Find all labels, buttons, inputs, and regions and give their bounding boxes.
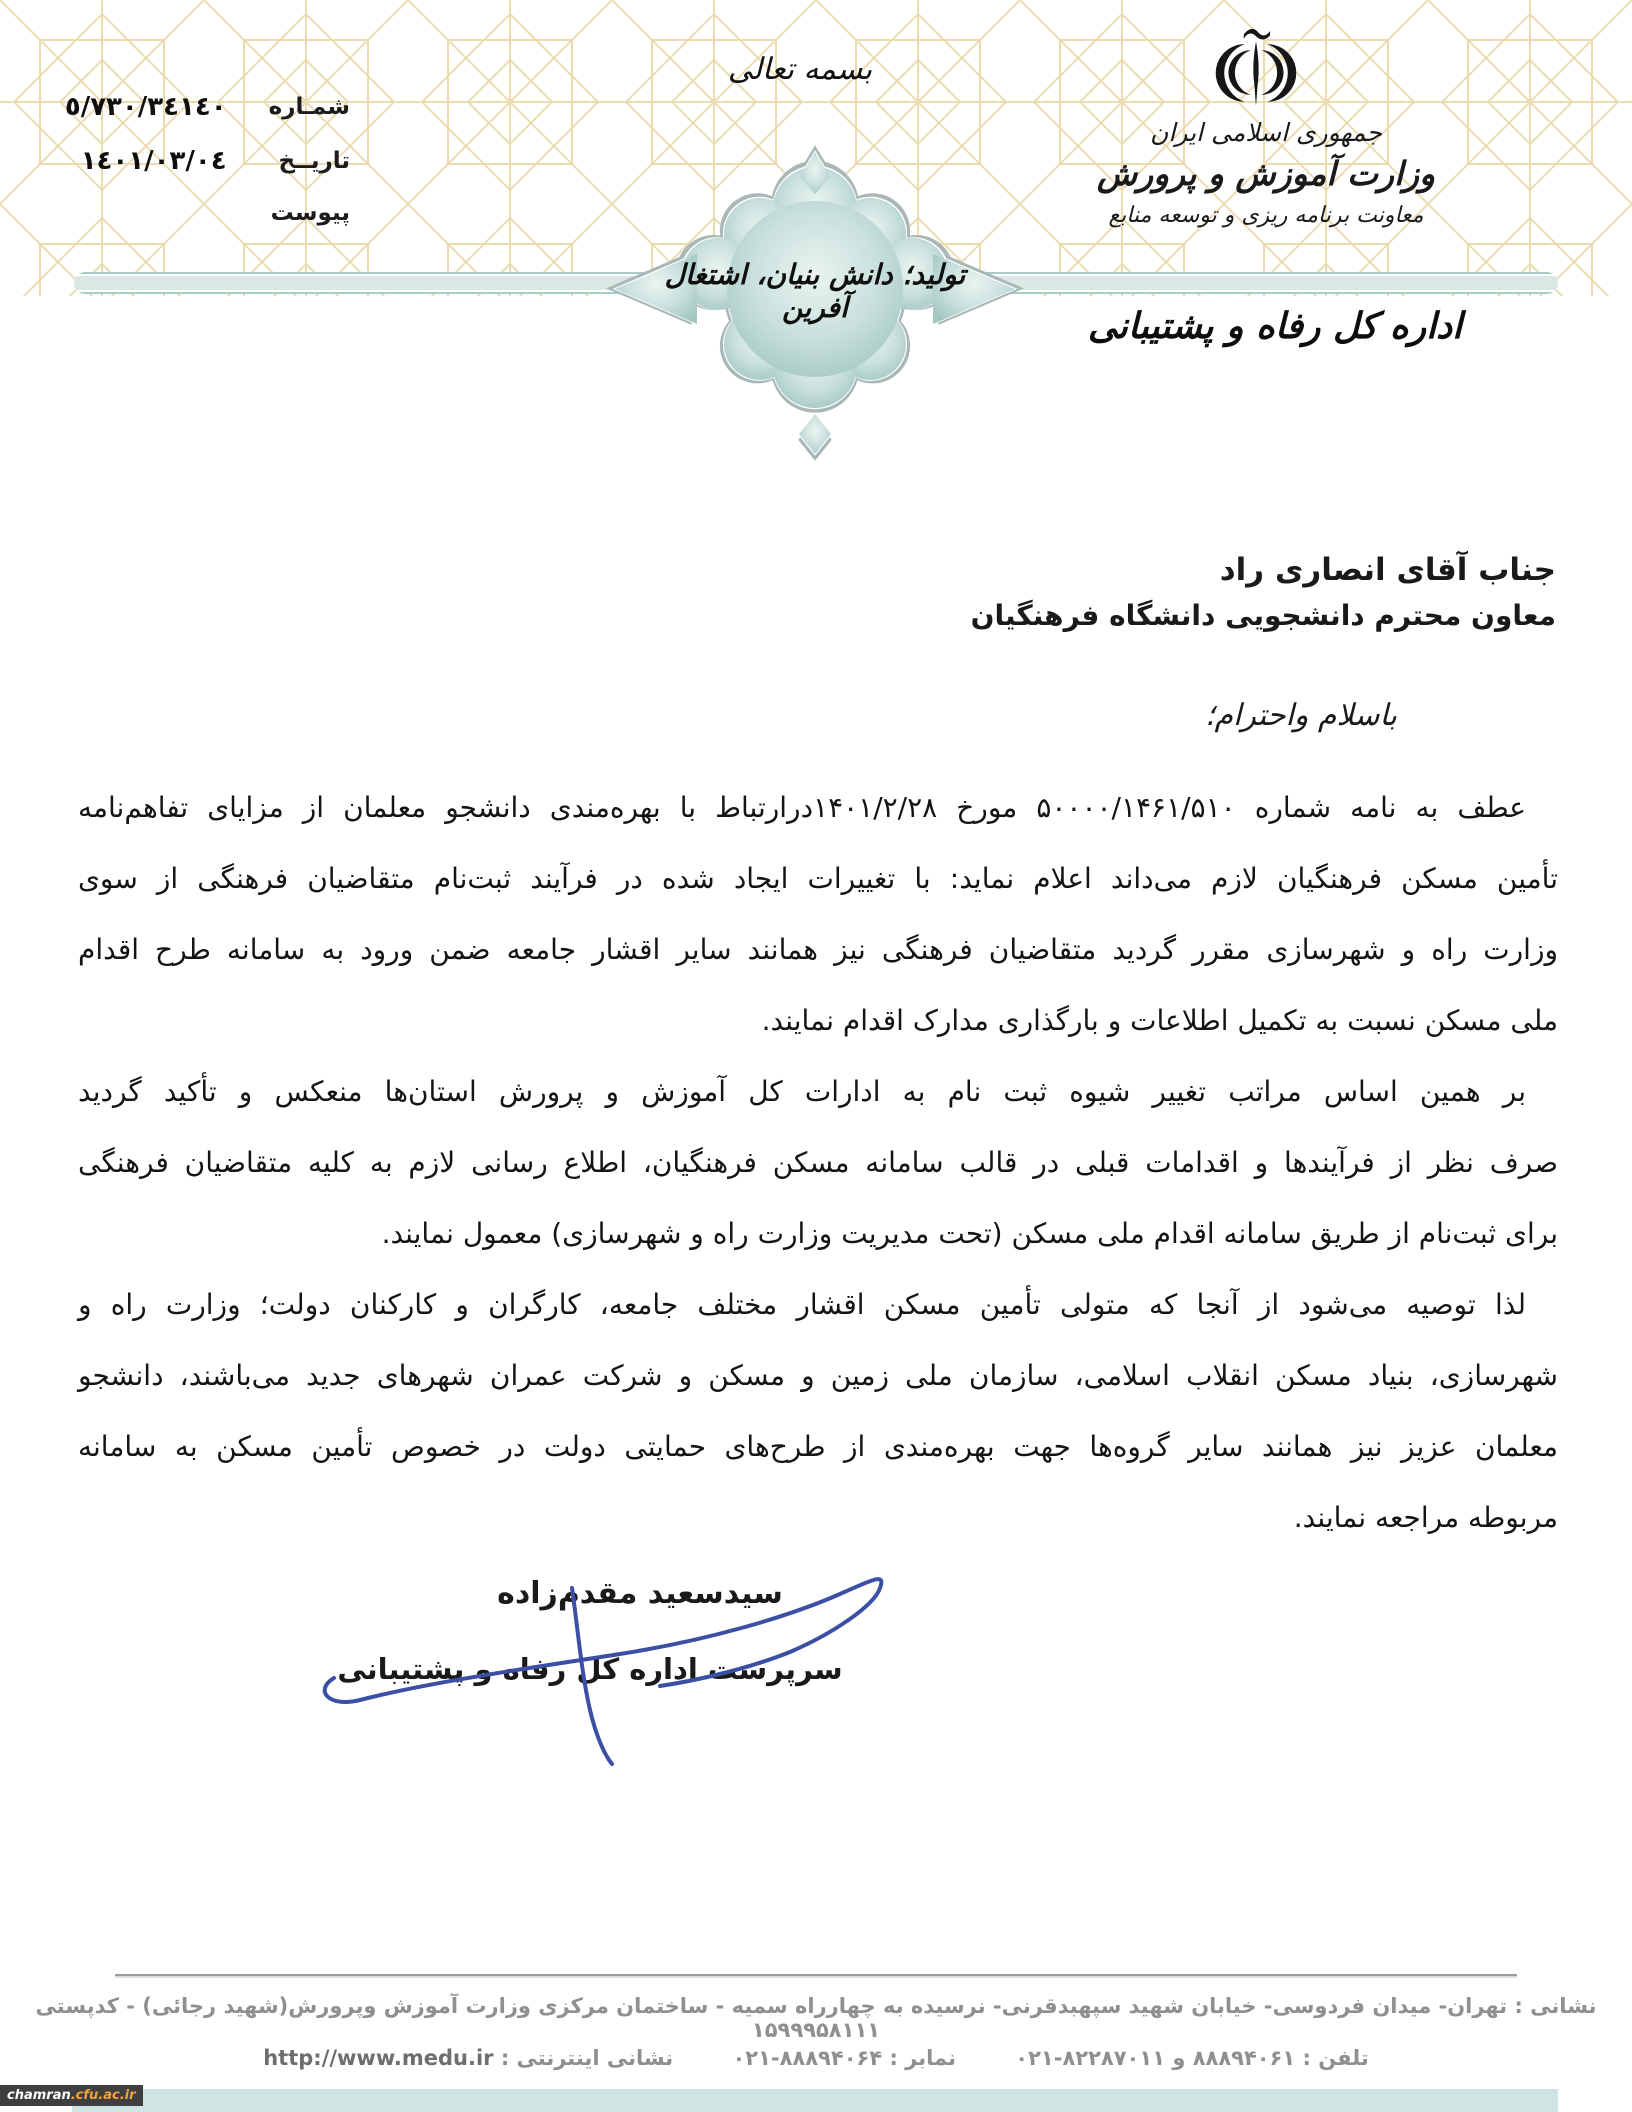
ministry-name: وزارت آموزش و پرورش <box>1096 153 1436 193</box>
greeting-text: باسلام واحترام؛ <box>1204 698 1397 733</box>
body-line: عطف به نامه شماره ۵۰۰۰۰/۱۴۶۱/۵۱۰ مورخ ۱۴۰۱/۲/۲۸درارتباط با بهره‌مندی دانشجو معلمان از مزایای تفاهم‌نامه <box>78 791 1526 824</box>
number-value: ۷۳۰/۳٤۱٤۰/٥ <box>64 92 227 122</box>
footer-divider <box>115 1974 1517 1978</box>
year-slogan: تولید؛ دانش بنیان، اشتغال آفرین <box>664 258 966 324</box>
letter-meta <box>50 92 350 226</box>
footer-phone: تلفن : ۸۸۸۹۴۰۶۱ و ۸۲۲۸۷۰۱۱-۰۲۱ <box>1015 2046 1369 2070</box>
bottom-teal-band <box>72 2089 1558 2112</box>
footer-fax: نمابر : ۸۸۸۹۴۰۶۴-۰۲۱ <box>732 2046 956 2070</box>
recipient-name: جناب آقای انصاری راد <box>1219 552 1556 588</box>
body-line: بر همین اساس مراتب تغییر شیوه ثبت نام به ادارات کل آموزش و پرورش استان‌ها منعکس و تأکید گردید <box>78 1075 1526 1108</box>
body-line: تأمین مسکن فرهنگیان لازم می‌داند اعلام نماید: با تغییرات ایجاد شده در فرآیند ثبت‌نام متقاضیان فرهنگی از سوی <box>78 862 1558 895</box>
number-label: شمـاره <box>268 94 350 120</box>
recipient-title: معاون محترم دانشجویی دانشگاه فرهنگیان <box>970 599 1556 633</box>
watermark-part1: chamran <box>7 2088 71 2103</box>
footer-web-url: http://www.medu.ir <box>263 2046 494 2070</box>
ministry-header <box>1080 116 1452 233</box>
footer-web <box>263 2046 673 2070</box>
bismillah-text: بسمه تعالی <box>727 52 873 87</box>
body-line: صرف نظر از فرآیندها و اقدامات قبلی در قالب سامانه مسکن فرهنگیان، اطلاع رسانی لازم به کلیه متقاضیان فرهنگی <box>78 1146 1558 1179</box>
footer-contacts <box>0 2046 1632 2070</box>
signer-title: سرپرست اداره کل رفاه و پشتیبانی <box>337 1652 843 1686</box>
date-value: ۱٤۰۱/۰۳/۰٤ <box>80 146 227 176</box>
body-line: ملی مسکن نسبت به تکمیل اطلاعات و بارگذاری مدارک اقدام نمایند. <box>761 1004 1558 1037</box>
footer-web-label: نشانی اینترنتی : <box>500 2046 674 2070</box>
body-line: مربوطه مراجعه نمایند. <box>1293 1501 1558 1534</box>
watermark-part2: .cfu.ac.ir <box>70 2088 136 2103</box>
footer-address: نشانی : تهران- میدان فردوسی- خیابان شهید سپهبدقرنی- نرسیده به چهارراه سمیه - ساختمان مرکزی وزارت آموزش وپرورش(شهید رجائی) - کدپستی ۱۵۹۹۹۵۸۱۱۱ <box>35 1994 1597 2042</box>
office-name: اداره کل رفاه و پشتیبانی <box>1087 306 1463 347</box>
site-watermark <box>0 2085 143 2106</box>
iran-emblem-icon <box>1210 24 1302 122</box>
government-name: جمهوری اسلامی ایران <box>1150 118 1382 147</box>
signer-name: سیدسعید مقدم‌زاده <box>497 1576 783 1611</box>
body-line: برای ثبت‌نام از طریق سامانه اقدام ملی مسکن (تحت مدیریت وزارت راه و شهرسازی) معمول نمایند. <box>381 1217 1558 1250</box>
body-line: شهرسازی، بنیاد مسکن انقلاب اسلامی، سازمان ملی زمین و مسکن و شرکت عمران شهرهای جدید می‌باشند، دانشجو <box>78 1359 1558 1392</box>
date-label: تاريــخ <box>278 148 350 174</box>
letter-body <box>78 772 1558 1553</box>
recipient-block <box>971 546 1556 637</box>
body-line: لذا توصیه می‌شود از آنجا که متولی تأمین مسکن اقشار مختلف جامعه، کارگران و کارکنان دولت؛ وزارت راه و <box>78 1288 1526 1321</box>
body-line: وزارت راه و شهرسازی مقرر گردید متقاضیان فرهنگی نیز همانند سایر اقشار جامعه ضمن ورود به سامانه طرح اقدام <box>78 933 1558 966</box>
attachment-label: پيوست <box>270 200 350 226</box>
body-line: معلمان عزیز نیز همانند سایر گروه‌ها جهت بهره‌مندی از طرح‌های حمایتی دولت در خصوص تأمین مسکن به سامانه <box>78 1430 1558 1463</box>
deputy-name: معاونت برنامه ریزی و توسعه منابع <box>1108 202 1424 228</box>
